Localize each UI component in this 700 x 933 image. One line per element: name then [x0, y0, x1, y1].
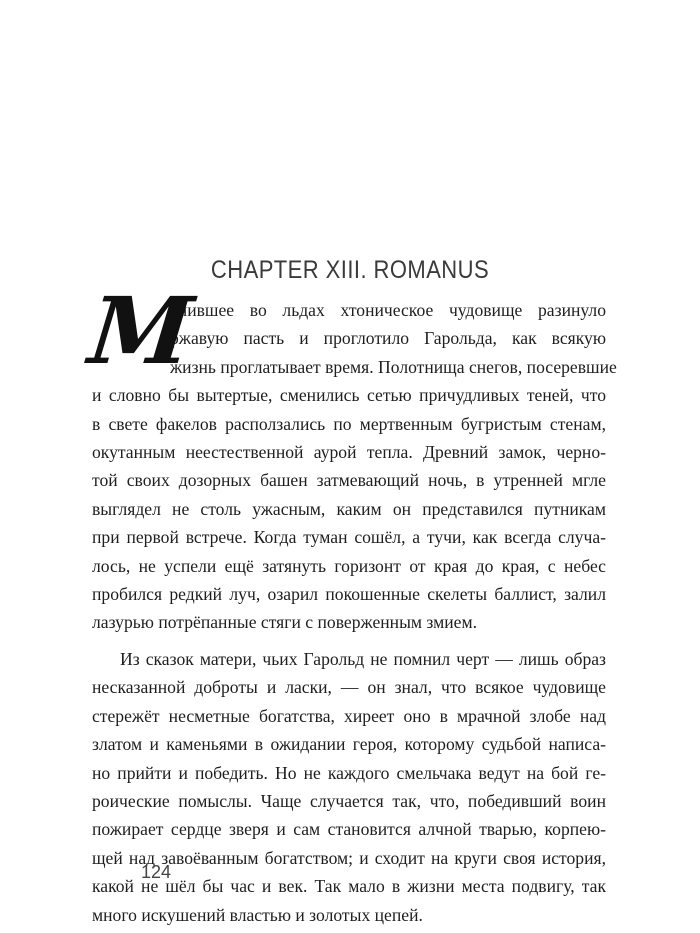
- paragraph-2: [92, 645, 606, 929]
- text-line: в свете факелов расползались по мертвенным бугристым стенам,: [92, 413, 606, 434]
- page-number: 124: [141, 862, 172, 882]
- text-line: несказанной доброты и ласки, — он знал, что всякое чудовище: [92, 677, 606, 698]
- text-line: Из сказок матери, чьих Гарольд не помнил черт — лишь образ: [120, 648, 606, 669]
- text-line: выглядел не столь ужасным, каким он представился путникам: [92, 498, 606, 519]
- text-line: жизнь проглатывает время. Полотнища снегов, посеревшие: [170, 356, 617, 377]
- text-line: пожирает сердце зверя и сам становится алчной тварью, корпею-: [92, 819, 606, 840]
- drop-cap: [84, 277, 194, 385]
- text-line: при первой встрече. Когда туман сошёл, а тучи, как всегда случа-: [92, 527, 606, 548]
- text-line: много искушений властью и золотых цепей.: [92, 904, 423, 925]
- text-line: но прийти и победить. Но не каждого смельчака ведут на бой ге-: [92, 762, 606, 783]
- text-line: роические помыслы. Чаще случается так, что, победивший воин: [92, 790, 606, 811]
- text-line: очившее во льдах хтоническое чудовище разинуло: [170, 300, 606, 320]
- drop-cap-letter: М: [84, 277, 194, 385]
- text-line: какой не шёл бы час и век. Так мало в жизни места подвигу, так: [92, 876, 606, 897]
- text-line: лось, не успели ещё затянуть горизонт от края до края, с небес: [92, 555, 606, 576]
- text-line: стережёт несметные богатства, хиреет оно в мрачной злобе над: [92, 705, 606, 726]
- paragraph-1: [84, 277, 617, 637]
- chapter-title: CHAPTER XIII. ROMANUS: [210, 256, 490, 284]
- text-line: златом и каменьями в ожидании героя, которому судьбой написа-: [92, 734, 606, 755]
- text-line: той своих дозорных башен затмевающий ночь, в утренней мгле: [92, 470, 606, 491]
- body-text: [84, 277, 617, 929]
- text-line: и словно бы вытертые, сменились сетью причудливых теней, что: [92, 385, 606, 406]
- text-line: окутанным неестественной аурой тепла. Древний замок, черно-: [92, 442, 606, 463]
- text-line: щей над завоёванным богатством; и сходит на круги своя история,: [92, 847, 606, 868]
- text-line: ржавую пасть и проглотило Гарольда, как всякую: [170, 328, 606, 349]
- text-line: лазурью потрёпанные стяги с поверженным змием.: [92, 612, 478, 633]
- text-line: пробился редкий луч, озарил покошенные скелеты баллист, залил: [92, 584, 606, 605]
